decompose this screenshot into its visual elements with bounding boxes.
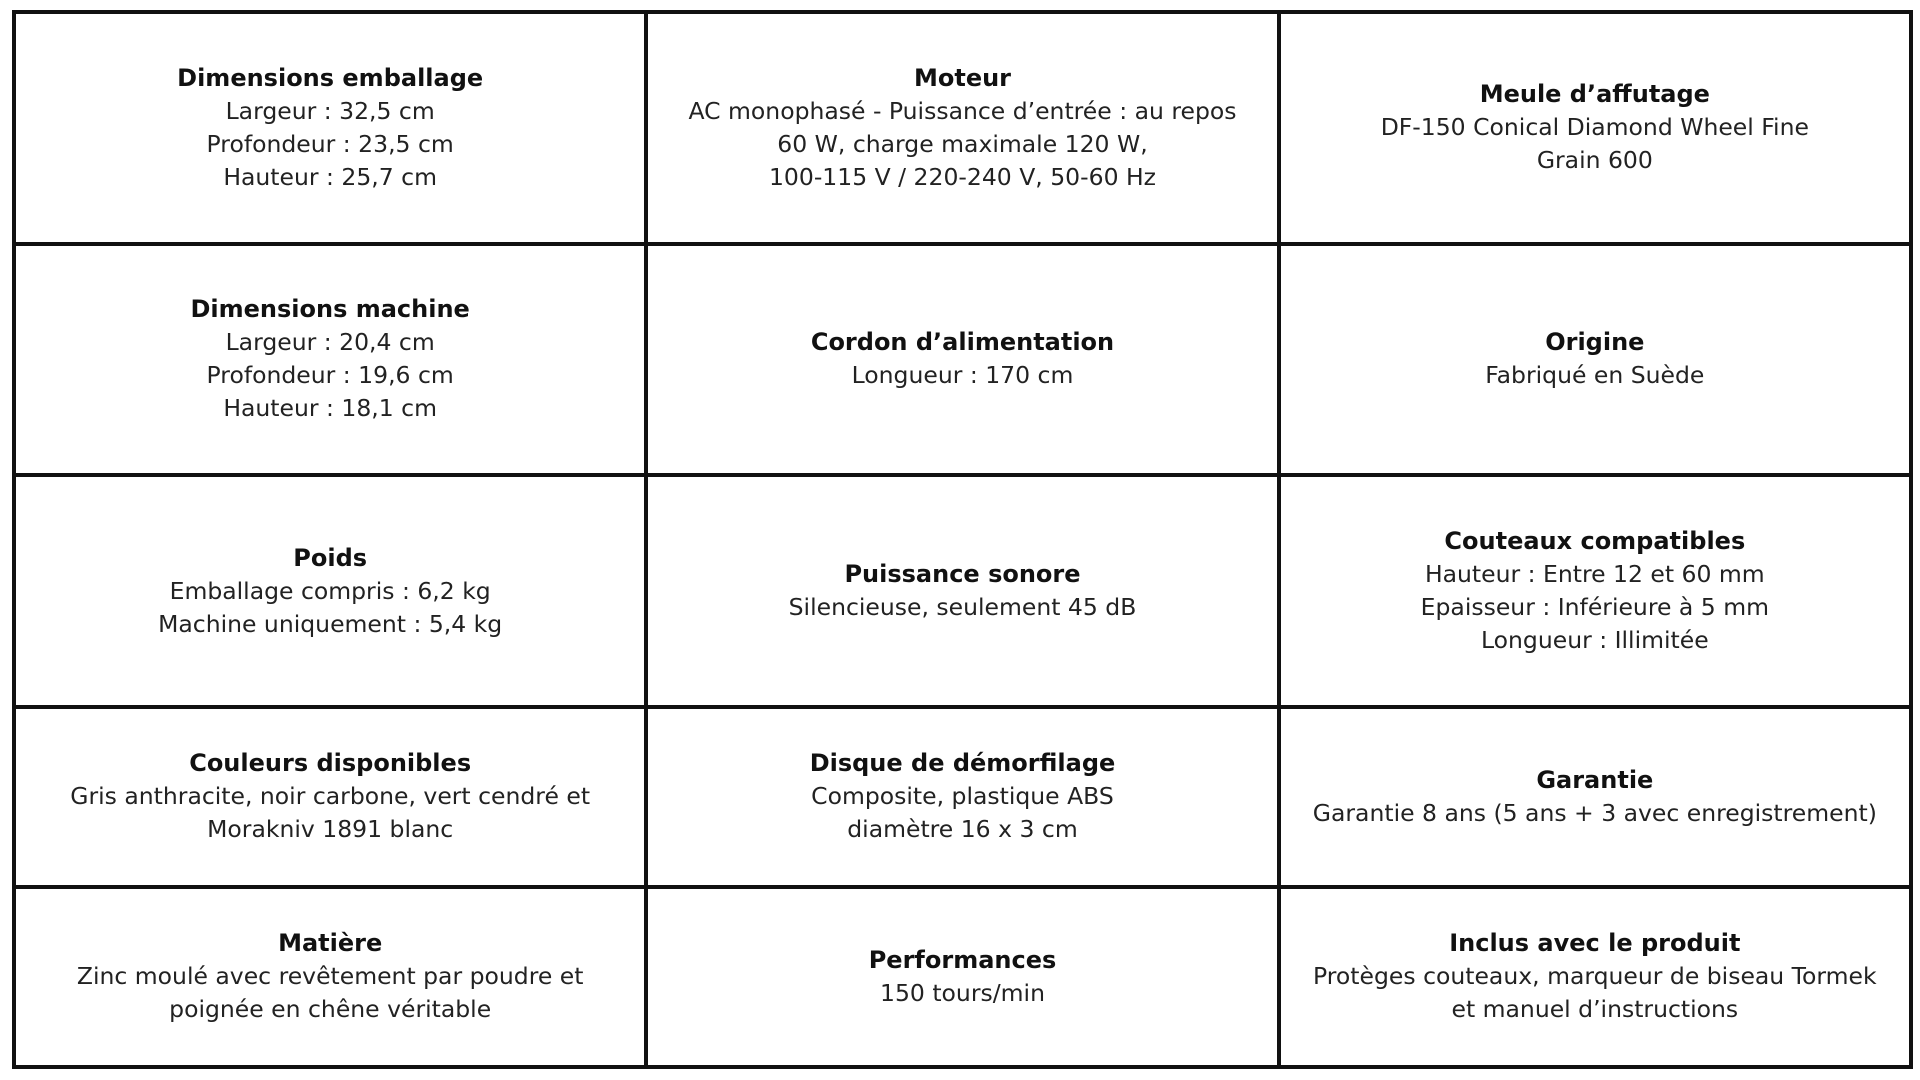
- spec-title: Poids: [293, 543, 368, 572]
- spec-line: Zinc moulé avec revêtement par poudre et: [76, 962, 584, 991]
- spec-line: Longueur : 170 cm: [851, 361, 1074, 390]
- spec-cell: [1279, 707, 1911, 887]
- spec-line: Silencieuse, seulement 45 dB: [788, 593, 1137, 622]
- spec-line: Profondeur : 23,5 cm: [206, 129, 454, 158]
- spec-cell: [646, 244, 1278, 476]
- table-row: [14, 887, 1911, 1067]
- spec-line: Garantie 8 ans (5 ans + 3 avec enregistrement): [1312, 798, 1877, 827]
- spec-line: Machine uniquement : 5,4 kg: [158, 609, 503, 638]
- spec-cell: [14, 12, 646, 244]
- spec-title: Couteaux compatibles: [1444, 527, 1746, 556]
- table-row: [14, 244, 1911, 476]
- spec-cell: [646, 12, 1278, 244]
- spec-title: Cordon d’alimentation: [810, 328, 1115, 357]
- spec-line: Gris anthracite, noir carbone, vert cendré et: [70, 782, 591, 811]
- spec-line: DF-150 Conical Diamond Wheel Fine: [1380, 113, 1809, 142]
- spec-line: 100-115 V / 220-240 V, 50-60 Hz: [768, 162, 1156, 191]
- spec-cell: [14, 244, 646, 476]
- spec-line: Protèges couteaux, marqueur de biseau Tormek: [1313, 962, 1877, 991]
- spec-line: 150 tours/min: [880, 978, 1045, 1007]
- spec-line: poignée en chêne véritable: [169, 995, 492, 1024]
- spec-title: Puissance sonore: [844, 560, 1081, 589]
- spec-line: Hauteur : 25,7 cm: [223, 162, 437, 191]
- spec-cell: [1279, 244, 1911, 476]
- spec-title: Moteur: [913, 63, 1012, 92]
- spec-line: et manuel d’instructions: [1451, 995, 1739, 1024]
- spec-cell: [14, 475, 646, 707]
- spec-cell: [14, 707, 646, 887]
- spec-title: Performances: [868, 945, 1057, 974]
- spec-line: Largeur : 32,5 cm: [225, 96, 435, 125]
- spec-title: Dimensions emballage: [177, 63, 484, 92]
- spec-line: Largeur : 20,4 cm: [225, 328, 435, 357]
- spec-line: Emballage compris : 6,2 kg: [169, 576, 491, 605]
- table-row: [14, 475, 1911, 707]
- spec-cell: [646, 887, 1278, 1067]
- table-row: [14, 12, 1911, 244]
- spec-line: Longueur : Illimitée: [1480, 626, 1709, 655]
- spec-cell: [1279, 475, 1911, 707]
- spec-title: Inclus avec le produit: [1449, 929, 1741, 958]
- spec-cell: [14, 887, 646, 1067]
- spec-title: Couleurs disponibles: [189, 749, 472, 778]
- spec-line: Profondeur : 19,6 cm: [206, 361, 454, 390]
- spec-line: Hauteur : 18,1 cm: [223, 394, 437, 423]
- spec-line: Epaisseur : Inférieure à 5 mm: [1420, 593, 1769, 622]
- spec-line: Fabriqué en Suède: [1485, 361, 1705, 390]
- spec-cell: [1279, 12, 1911, 244]
- spec-title: Garantie: [1536, 765, 1654, 794]
- spec-cell: [646, 707, 1278, 887]
- spec-table: [12, 10, 1913, 1069]
- spec-line: 60 W, charge maximale 120 W,: [777, 129, 1148, 158]
- spec-title: Origine: [1545, 328, 1645, 357]
- spec-cell: [646, 475, 1278, 707]
- spec-line: Grain 600: [1536, 146, 1653, 175]
- table-row: [14, 707, 1911, 887]
- spec-line: Composite, plastique ABS: [811, 782, 1114, 811]
- spec-cell: [1279, 887, 1911, 1067]
- spec-line: AC monophasé - Puissance d’entrée : au repos: [688, 96, 1237, 125]
- spec-title: Meule d’affutage: [1479, 80, 1710, 109]
- spec-line: Hauteur : Entre 12 et 60 mm: [1424, 560, 1765, 589]
- spec-line: diamètre 16 x 3 cm: [847, 815, 1078, 844]
- spec-title: Disque de démorfilage: [809, 749, 1116, 778]
- spec-line: Morakniv 1891 blanc: [207, 815, 454, 844]
- spec-title: Matière: [278, 929, 383, 958]
- spec-title: Dimensions machine: [190, 295, 470, 324]
